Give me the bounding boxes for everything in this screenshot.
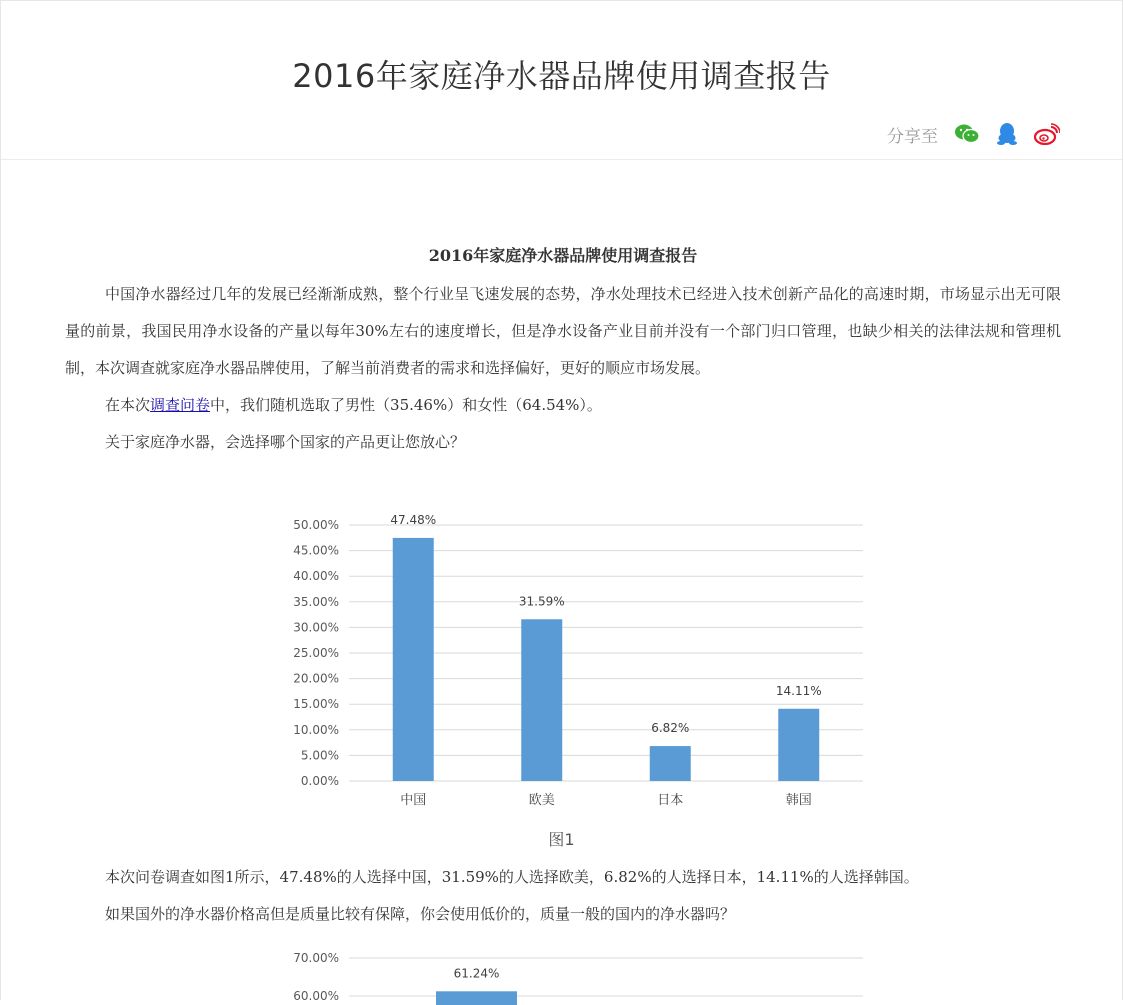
data-label: 61.24% xyxy=(453,966,500,981)
article xyxy=(65,243,1061,461)
intro-paragraph: 中国净水器经过几年的发展已经渐渐成熟，整个行业呈飞速发展的态势，净水处理技术已经进入技术创新产品化的高速时期，市场显示出无可限量的前景，我国民用净水设备的产量以每年30%左右的速度增长，但是净水设备产业目前并没有一个部门归口管理，也缺少相关的法律法规和管理机制，本次调查就家庭净水器品牌使用，了解当前消费者的需求和选择偏好，更好的顺应市场发展。 xyxy=(65,285,1061,377)
sample-paragraph xyxy=(65,387,1061,424)
data-label: 14.11% xyxy=(775,683,822,698)
y-tick-label: 70.00% xyxy=(293,951,339,965)
y-tick-label: 10.00% xyxy=(293,722,339,737)
y-tick-label: 20.00% xyxy=(293,671,339,686)
y-tick-label: 40.00% xyxy=(293,569,339,584)
header xyxy=(1,1,1122,160)
x-tick-label: 韩国 xyxy=(785,793,812,806)
page-title: 2016年家庭净水器品牌使用调查报告 xyxy=(292,57,831,95)
result-paragraph: 本次问卷调查如图1所示，47.48%的人选择中国，31.59%的人选择欧美，6.82%的人选择日本，14.11%的人选择韩国。 xyxy=(105,868,919,886)
bar xyxy=(393,538,434,781)
x-tick-label: 欧美 xyxy=(528,793,555,806)
weibo-icon[interactable] xyxy=(1034,121,1060,147)
y-tick-label: 0.00% xyxy=(300,774,339,788)
wechat-icon[interactable] xyxy=(954,121,980,147)
chart-domestic-preference xyxy=(281,945,881,1005)
article-continued xyxy=(65,859,1061,933)
figure-1-caption: 图1 xyxy=(548,830,575,849)
y-tick-label: 5.00% xyxy=(300,748,339,763)
y-tick-label: 45.00% xyxy=(293,543,339,558)
share-label: 分享至 xyxy=(887,126,938,147)
share-bar xyxy=(887,121,1060,147)
y-tick-label: 60.00% xyxy=(293,989,339,1003)
question-1: 关于家庭净水器，会选择哪个国家的产品更让您放心？ xyxy=(105,433,466,451)
y-tick-label: 15.00% xyxy=(293,697,339,712)
data-label: 31.59% xyxy=(518,594,565,609)
y-tick-label: 35.00% xyxy=(293,594,339,609)
y-tick-label: 50.00% xyxy=(293,518,339,532)
qq-icon[interactable] xyxy=(994,121,1020,147)
y-tick-label: 25.00% xyxy=(293,646,339,660)
bar xyxy=(521,619,562,781)
article-title: 2016年家庭净水器品牌使用调查报告 xyxy=(428,246,698,265)
sample-text-after: 中，我们随机选取了男性（35.46%）和女性（64.54%）。 xyxy=(210,396,602,414)
x-tick-label: 中国 xyxy=(400,793,427,806)
x-tick-label: 日本 xyxy=(657,793,684,806)
question-2: 如果国外的净水器价格高但是质量比较有保障，你会使用低价的，质量一般的国内的净水器吗？ xyxy=(105,905,736,923)
data-label: 47.48% xyxy=(390,512,437,527)
bar xyxy=(436,991,517,1005)
survey-link[interactable]: 调查问卷 xyxy=(150,396,211,414)
bar xyxy=(650,746,691,781)
bar xyxy=(778,709,819,781)
chart-country-preference xyxy=(281,506,881,806)
data-label: 6.82% xyxy=(651,721,690,736)
y-tick-label: 30.00% xyxy=(293,620,339,635)
sample-text-before: 在本次 xyxy=(105,396,151,414)
